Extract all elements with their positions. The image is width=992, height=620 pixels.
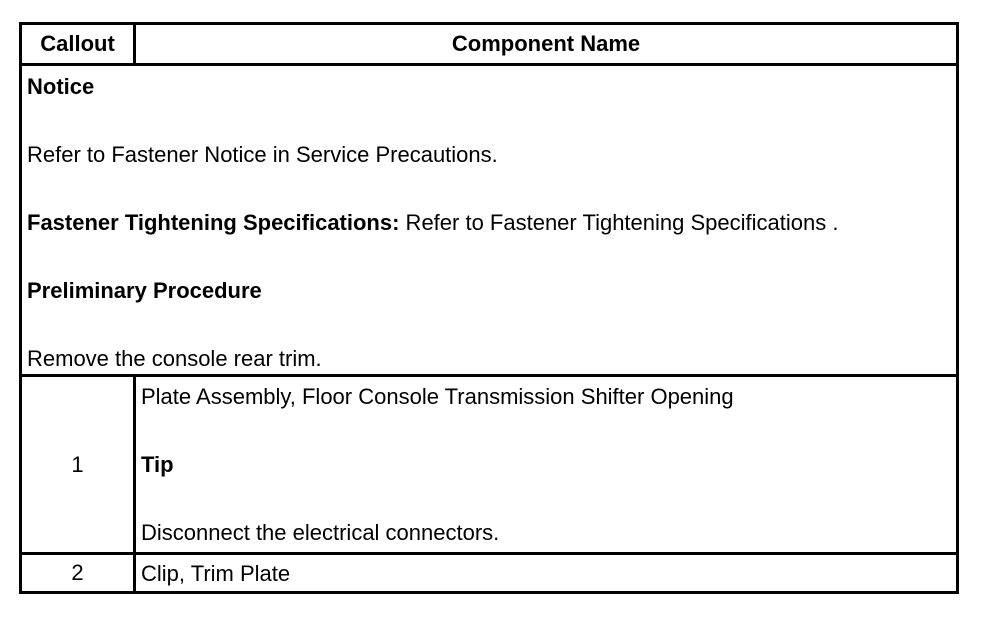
tip-title: Tip [141,452,174,477]
component-cell [135,376,958,554]
callout-column-header: Callout [21,24,135,65]
component-name-column-header: Component Name [135,24,958,65]
table-row [21,554,958,593]
component-name: Plate Assembly, Floor Console Transmission Shifter Opening [141,384,734,409]
tip-text: Disconnect the electrical connectors. [141,520,500,545]
notice-text: Refer to Fastener Notice in Service Precautions. [27,142,498,167]
component-name: Clip, Trim Plate [141,561,291,586]
notice-cell [21,65,958,376]
table-header-row [21,24,958,65]
component-cell [135,554,958,593]
component-table [19,22,959,594]
callout-number: 1 [21,376,135,554]
notice-title: Notice [27,74,95,99]
preliminary-procedure-title: Preliminary Procedure [27,278,262,303]
fastener-spec-text: Refer to Fastener Tightening Specifications . [399,210,839,235]
table-row [21,376,958,554]
callout-number: 2 [21,554,135,593]
preliminary-procedure-text: Remove the console rear trim. [27,346,322,371]
fastener-spec-label: Fastener Tightening Specifications: [27,210,400,235]
fastener-spec-line [27,210,956,236]
notice-row [21,65,958,376]
